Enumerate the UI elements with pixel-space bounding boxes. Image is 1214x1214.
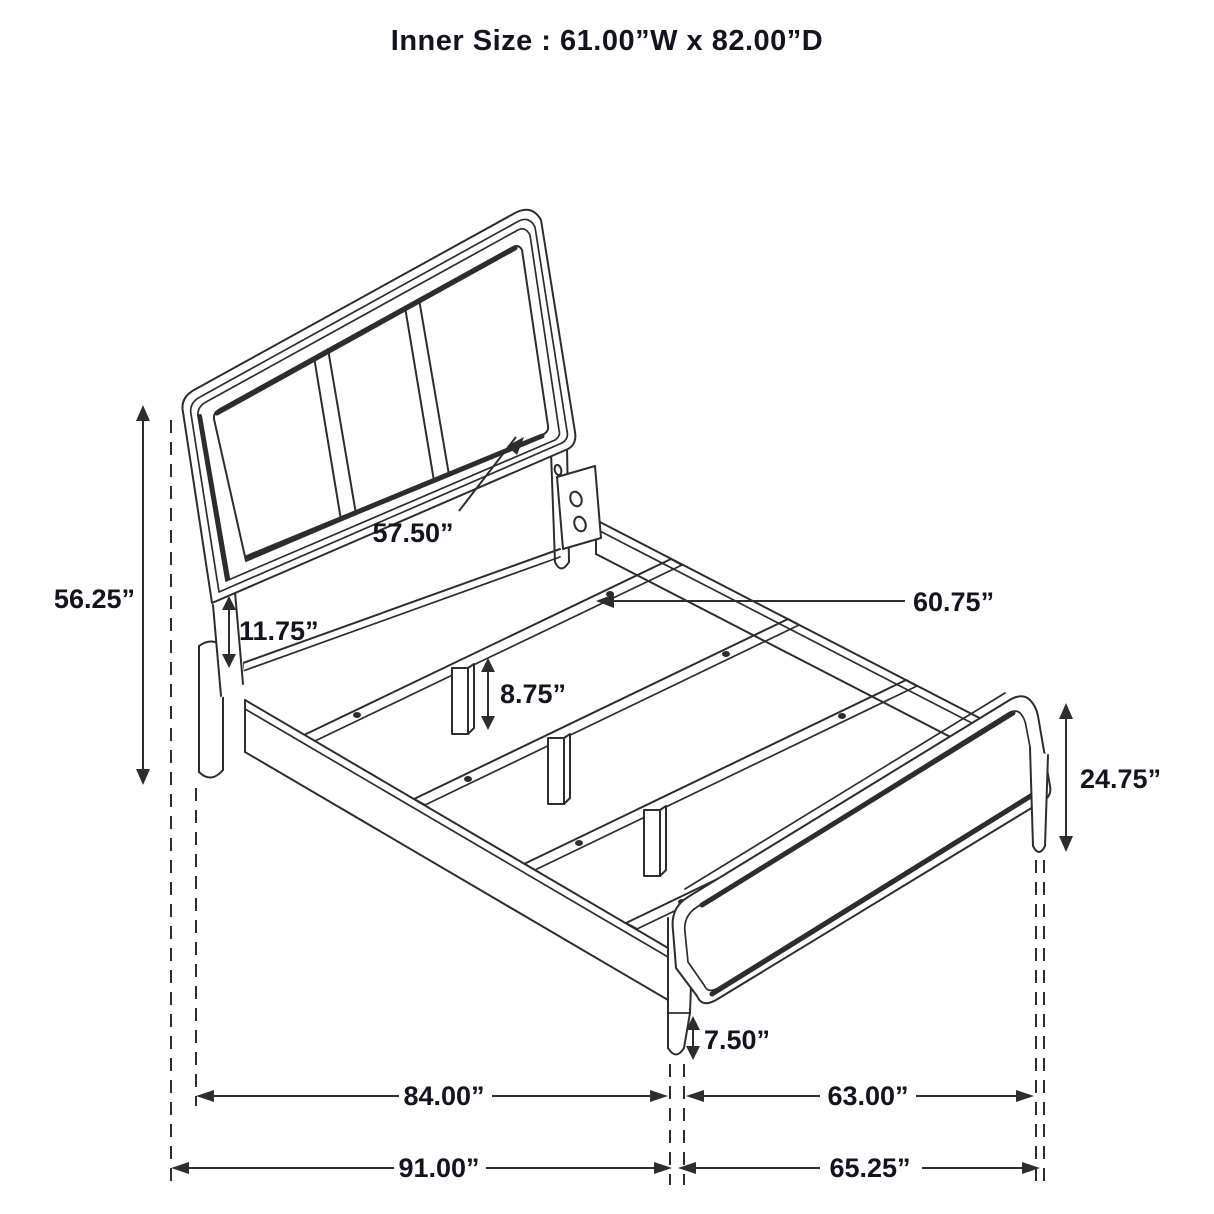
dim-label-footboard-height: 24.75” — [1080, 764, 1162, 794]
dim-label-headboard-height: 56.25” — [53, 584, 135, 614]
dim-footboard-span — [686, 1081, 1034, 1111]
dim-label-overall-width: 65.25” — [829, 1153, 911, 1183]
dim-footboard-height — [1059, 703, 1161, 852]
dim-label-headboard-width: 57.50” — [372, 518, 454, 548]
dim-slat-width — [596, 587, 994, 617]
dim-overall-width — [678, 1153, 1040, 1183]
diagram-title: Inner Size : 61.00”W x 82.00”D — [390, 25, 824, 57]
dim-label-side-rail-length: 84.00” — [403, 1081, 485, 1111]
front-side-rail — [245, 700, 668, 1000]
dim-label-headboard-bottom-to-rail: 11.75” — [239, 616, 319, 646]
support-leg — [644, 806, 666, 876]
dim-label-support-leg-height: 8.75” — [500, 679, 567, 709]
support-leg — [452, 664, 474, 734]
dim-side-rail-length — [196, 1081, 668, 1111]
support-leg — [548, 734, 570, 804]
rail-bracket — [557, 466, 601, 549]
slat — [304, 559, 682, 741]
dim-footboard-leg-height — [686, 1016, 770, 1060]
dim-overall-depth — [171, 1153, 672, 1183]
footboard — [668, 693, 1050, 1055]
dim-support-leg-height — [481, 658, 566, 730]
dim-label-footboard-span: 63.00” — [827, 1081, 909, 1111]
footboard-rear-leg — [1030, 748, 1048, 852]
dim-label-slat-width: 60.75” — [913, 587, 995, 617]
dim-headboard-height — [54, 405, 150, 785]
dim-label-footboard-leg-height: 7.50” — [704, 1025, 771, 1055]
dim-label-overall-depth: 91.00” — [398, 1153, 480, 1183]
footboard-panel — [673, 693, 1051, 1003]
